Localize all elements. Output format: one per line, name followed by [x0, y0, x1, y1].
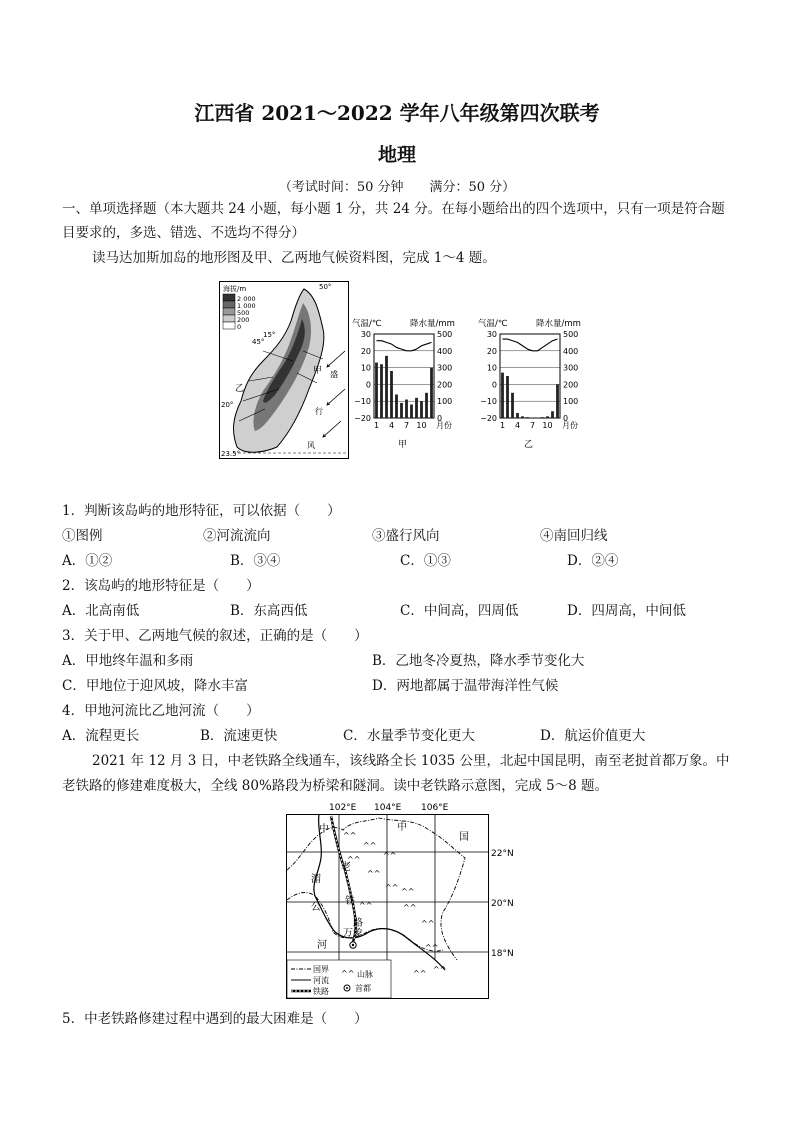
temp-tick: −10 — [480, 397, 497, 407]
plot-frame — [374, 334, 434, 418]
exam-info: （考试时间：50 分钟 满分：50 分） — [278, 180, 516, 195]
precip-bar — [551, 411, 554, 418]
precip-tick: 500 — [437, 330, 453, 339]
q2-option-b[interactable]: B．东高西低 — [230, 603, 308, 619]
month-axis-label: 月份 — [562, 421, 578, 430]
precip-bar — [430, 368, 433, 418]
passage-line2: 老铁路的修建难度极大，全线 80%路段为桥梁和隧洞。读中老铁路示意图，完成 5～8 题。 — [62, 778, 609, 794]
plot-area — [480, 330, 578, 430]
svg-text:^^: ^^ — [367, 869, 381, 878]
precip-bar — [380, 364, 383, 418]
country-label: 国 — [459, 832, 469, 843]
precip-bar — [410, 405, 413, 418]
month-tick: 4 — [388, 421, 395, 430]
q1-option-d[interactable]: D．②④ — [567, 553, 619, 569]
precip-axis-label: 降水量/mm — [536, 319, 581, 329]
precip-bar — [511, 393, 514, 418]
reading-prompt-1: 读马达加斯加岛的地形图及甲、乙两地气候资料图，完成 1～4 题。 — [92, 250, 496, 266]
svg-text:^^: ^^ — [413, 969, 427, 978]
q2-option-c[interactable]: C．中间高，四周低 — [400, 603, 519, 619]
precip-tick: 400 — [563, 346, 579, 356]
temp-tick: 20 — [486, 346, 497, 356]
svg-text:^^: ^^ — [383, 851, 397, 860]
precip-bar — [546, 416, 549, 418]
q3-option-b[interactable]: B．乙地冬冷夏热，降水季节变化大 — [372, 653, 585, 669]
passage-line1: 2021 年 12 月 3 日，中老铁路全线通车，该线路全长 1035 公里，北起中国昆明，南至老挝首都万象。中 — [92, 753, 730, 769]
svg-text:^^: ^^ — [385, 883, 399, 892]
climate-chart-yi — [476, 316, 586, 451]
temp-axis-label: 气温/℃ — [478, 319, 508, 329]
precip-tick: 200 — [563, 380, 579, 390]
temp-tick: −20 — [354, 414, 371, 423]
legend-border-label: 国界 — [313, 965, 329, 974]
precip-bar — [395, 394, 398, 418]
temp-tick: 10 — [360, 363, 371, 373]
legend-title: 海拔/m — [223, 285, 247, 293]
precip-bar — [541, 417, 544, 418]
q1-item: ④南回归线 — [540, 528, 608, 544]
month-tick: 10 — [542, 421, 553, 430]
precip-bar — [536, 417, 539, 418]
legend-mountain-symbol: ^^ — [341, 969, 355, 978]
wind-label: 行 — [315, 407, 323, 416]
temp-tick: 10 — [486, 363, 497, 373]
q4-option-a[interactable]: A．流程更长 — [62, 728, 140, 744]
lon-label: 50° — [319, 283, 332, 291]
precip-bar — [521, 416, 524, 418]
precip-bar — [556, 384, 559, 418]
temp-axis-label: 气温/℃ — [352, 319, 382, 329]
q4-option-d[interactable]: D．航运价值更大 — [540, 728, 646, 744]
precip-tick: 100 — [437, 397, 453, 407]
lat-label: 18°N — [491, 949, 514, 959]
q1-option-a[interactable]: A．①② — [62, 553, 113, 569]
precip-bar — [506, 376, 509, 418]
climate-chart-jia — [350, 316, 460, 451]
lat-label: 20°N — [491, 899, 514, 909]
month-axis-label: 月份 — [436, 421, 452, 430]
precip-bar — [526, 417, 529, 418]
q1-item: ②河流流向 — [203, 528, 271, 544]
precip-tick: 0 — [563, 414, 569, 423]
legend-swatch — [223, 322, 235, 329]
temp-tick: −20 — [480, 414, 497, 423]
svg-text:^^: ^^ — [401, 887, 415, 896]
q3-stem: 3．关于甲、乙两地气候的叙述，正确的是（ ） — [62, 628, 368, 644]
month-tick: 7 — [529, 421, 536, 430]
lat-label: 22°N — [491, 849, 514, 859]
wind-label: 风 — [307, 441, 315, 450]
month-tick: 10 — [416, 421, 427, 430]
precip-bar — [400, 403, 403, 418]
svg-text:^^: ^^ — [425, 943, 439, 952]
wind-label: 盛 — [330, 370, 338, 379]
place-yi: 乙 — [235, 384, 245, 394]
legend-rail-label: 铁路 — [313, 987, 329, 996]
country-label: 中 — [397, 822, 407, 833]
lat-label: 23.5° — [221, 450, 241, 458]
railway-label: 铁 — [345, 896, 355, 907]
precip-bar — [390, 371, 393, 418]
legend-mountain-label: 山脉 — [357, 970, 373, 979]
temp-tick: 20 — [360, 346, 371, 356]
precip-bar — [531, 417, 534, 418]
precip-tick: 400 — [437, 346, 453, 356]
svg-text:^^: ^^ — [433, 965, 447, 974]
legend-swatch — [223, 315, 235, 322]
temp-tick: 0 — [365, 380, 371, 390]
legend-label: 2 000 — [237, 295, 256, 303]
month-tick: 1 — [373, 421, 380, 430]
legend-capital-label: 首都 — [355, 984, 371, 993]
q1-stem: 1．判断该岛屿的地形特征，可以依据（ ） — [62, 503, 341, 519]
temp-tick: −10 — [354, 397, 371, 407]
exam-title: 江西省 2021～2022 学年八年级第四次联考 — [194, 101, 600, 125]
madagascar-terrain-map — [219, 281, 349, 459]
hidden-wo — [287, 799, 288, 801]
lat-label: 20° — [221, 401, 234, 409]
legend-label: 1 000 — [237, 302, 256, 310]
precip-bar — [405, 400, 408, 418]
plot-frame — [500, 334, 560, 418]
svg-text:^^: ^^ — [363, 841, 377, 850]
svg-text:^^: ^^ — [359, 901, 373, 910]
legend-label: 200 — [237, 316, 250, 324]
capital-dot — [352, 944, 354, 946]
legend-river-label: 河流 — [313, 976, 329, 985]
lat-label: 15° — [263, 331, 276, 339]
month-tick: 7 — [403, 421, 410, 430]
temp-tick: 0 — [491, 380, 497, 390]
lon-label: 106°E — [421, 803, 449, 813]
legend-swatch — [223, 308, 235, 315]
section-intro-line1: 一、单项选择题（本大题共 24 小题，每小题 1 分，共 24 分。在每小题给出的四个选项中，只有一项是符合题 — [62, 201, 725, 217]
country-label: 老 — [341, 862, 351, 873]
precip-bar — [501, 373, 504, 418]
q1-item: ①图例 — [62, 528, 103, 544]
legend-label: 500 — [237, 309, 250, 317]
svg-text:^^: ^^ — [421, 919, 435, 928]
precip-tick: 100 — [563, 397, 579, 407]
precip-bar — [415, 398, 418, 418]
river-label: 湄 — [311, 874, 321, 885]
q3-option-d[interactable]: D．两地都属于温带海洋性气候 — [372, 678, 559, 694]
chart-name-yi: 乙 — [524, 440, 534, 450]
precip-tick: 300 — [437, 363, 453, 373]
precip-tick: 0 — [437, 414, 443, 423]
place-jia: 甲 — [313, 366, 323, 376]
lon-label: 102°E — [329, 803, 357, 813]
q2-option-d[interactable]: D．四周高，中间低 — [567, 603, 686, 619]
temp-tick: 30 — [486, 330, 497, 339]
q3-option-a[interactable]: A．甲地终年温和多雨 — [62, 653, 194, 669]
q4-option-c[interactable]: C．水量季节变化更大 — [343, 728, 475, 744]
q2-option-a[interactable]: A．北高南低 — [62, 603, 140, 619]
q3-option-c[interactable]: C．甲地位于迎风坡，降水丰富 — [62, 678, 248, 694]
month-tick: 4 — [514, 421, 521, 430]
precip-bar — [425, 393, 428, 418]
q1-item: ③盛行风向 — [372, 528, 440, 544]
temp-tick: 30 — [360, 330, 371, 339]
legend-label: 0 — [237, 323, 242, 331]
q2-stem: 2．该岛屿的地形特征是（ ） — [62, 578, 260, 594]
river-label: 河 — [317, 940, 327, 951]
lon-label: 45° — [252, 338, 265, 346]
legend-capital-dot — [346, 987, 348, 989]
precip-tick: 200 — [437, 380, 453, 390]
chart-name-jia: 甲 — [398, 440, 408, 450]
precip-bar — [375, 363, 378, 418]
svg-text:^^: ^^ — [347, 855, 361, 864]
china-laos-railway-map — [283, 800, 514, 1002]
svg-text:^^: ^^ — [403, 903, 417, 912]
q4-option-b[interactable]: B．流速更快 — [200, 728, 278, 744]
month-tick: 1 — [499, 421, 506, 430]
river-label: 公 — [311, 902, 321, 913]
capital-label: 万象 — [343, 928, 363, 939]
legend-swatch — [223, 294, 235, 301]
q1-option-b[interactable]: B．③④ — [230, 553, 281, 569]
railway-label: 路 — [353, 918, 363, 929]
section-intro-line2: 目要求的，多选、错选、不选均不得分） — [62, 225, 305, 241]
q5-stem: 5．中老铁路修建过程中遇到的最大困难是（ ） — [62, 1011, 368, 1027]
precip-tick: 500 — [563, 330, 579, 339]
precip-bar — [420, 401, 423, 418]
precip-tick: 300 — [563, 363, 579, 373]
legend-swatch — [223, 301, 235, 308]
precip-bar — [385, 356, 388, 418]
svg-text:^^: ^^ — [343, 831, 357, 840]
legend-box — [287, 960, 391, 998]
country-label: 中 — [319, 824, 329, 835]
q1-option-c[interactable]: C．①③ — [400, 553, 451, 569]
lon-label: 104°E — [374, 803, 402, 813]
plot-area — [354, 330, 452, 430]
subject-title: 地理 — [377, 144, 416, 166]
q4-stem: 4．甲地河流比乙地河流（ ） — [62, 703, 260, 719]
precip-axis-label: 降水量/mm — [410, 319, 455, 329]
precip-bar — [516, 413, 519, 418]
